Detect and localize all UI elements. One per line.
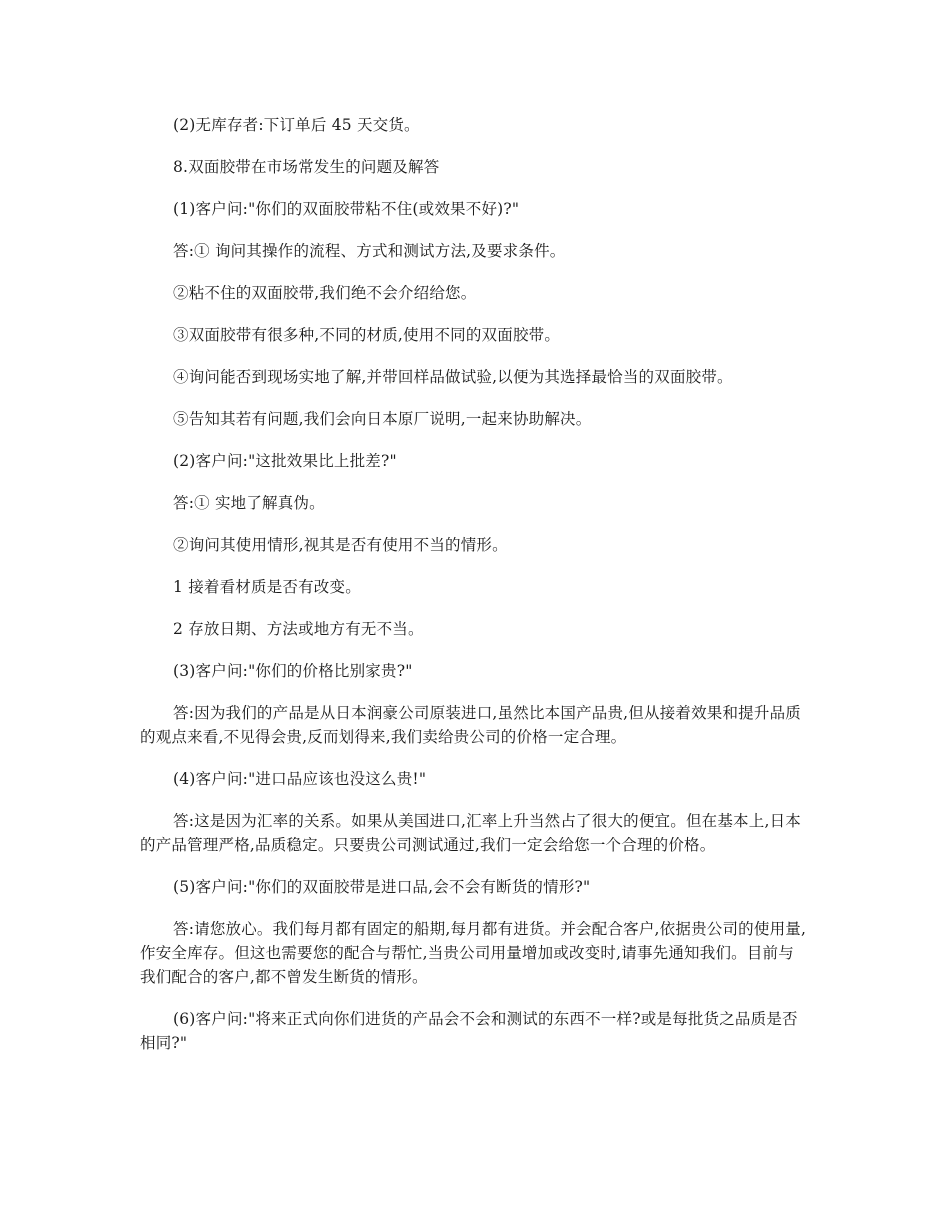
answer-item: ⑤告知其若有问题,我们会向日本原厂说明,一起来协助解决。 (173, 410, 592, 428)
question: (1)客户问:"你们的双面胶带粘不住(或效果不好)?" (173, 200, 520, 218)
question: (4)客户问:"进口品应该也没这么贵!" (173, 770, 427, 788)
answer-item: 2 存放日期、方法或地方有无不当。 (173, 620, 424, 638)
answer: 答:请您放心。我们每月都有固定的船期,每月都有进货。并会配合客户,依据贵公司的使用量,作安全库存。但这也需要您的配合与帮忙,当贵公司用量增加或改变时,请事先通知我们。目前与我们配合的客户,都不曾发生断货的情形。 (140, 920, 807, 986)
answer-item: ②询问其使用情形,视其是否有使用不当的情形。 (173, 536, 508, 554)
answer-item: ③双面胶带有很多种,不同的材质,使用不同的双面胶带。 (173, 326, 561, 344)
answer-item: 1 接着看材质是否有改变。 (173, 578, 361, 596)
answer: 答:① 询问其操作的流程、方式和测试方法,及要求条件。 (173, 242, 566, 260)
answer: 答:这是因为汇率的关系。如果从美国进口,汇率上升当然占了很大的便宜。但在基本上,日本的产品管理严格,品质稳定。只要贵公司测试通过,我们一定会给您一个合理的价格。 (140, 812, 801, 854)
answer-item: ④询问能否到现场实地了解,并带回样品做试验,以便为其选择最恰当的双面胶带。 (173, 368, 733, 386)
question: (5)客户问:"你们的双面胶带是进口品,会不会有断货的情形?" (173, 878, 591, 896)
document-body (140, 113, 808, 1055)
question: (3)客户问:"你们的价格比别家贵?" (173, 662, 413, 680)
paragraph: (2)无库存者:下订单后 45 天交货。 (173, 116, 420, 134)
answer: 答:① 实地了解真伪。 (173, 494, 325, 512)
section-heading: 8.双面胶带在市场常发生的问题及解答 (173, 158, 440, 176)
question: (2)客户问:"这批效果比上批差?" (173, 452, 397, 470)
answer: 答:因为我们的产品是从日本润豪公司原装进口,虽然比本国产品贵,但从接着效果和提升品质的观点来看,不见得会贵,反而划得来,我们卖给贵公司的价格一定合理。 (140, 704, 801, 746)
question: (6)客户问:"将来正式向你们进货的产品会不会和测试的东西不一样?或是每批货之品质是否相同?" (140, 1010, 798, 1052)
answer-item: ②粘不住的双面胶带,我们绝不会介绍给您。 (173, 284, 477, 302)
